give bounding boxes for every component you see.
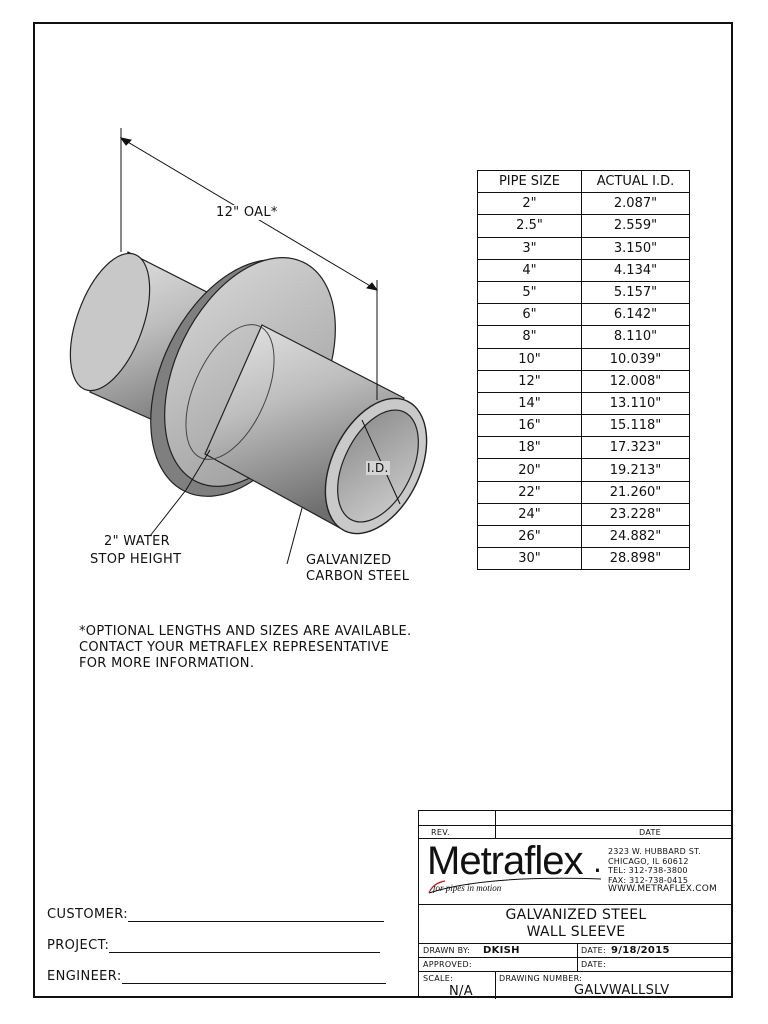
pipe-size-cell: 8" [478,326,582,348]
table-row [478,392,690,414]
address-line-2: CHICAGO, IL 60612 [608,856,689,866]
water-stop-label-line1: 2" WATER [104,534,170,549]
actual-id-cell: 24.882" [582,526,690,548]
actual-id-cell: 8.110" [582,326,690,348]
table-row [478,526,690,548]
pipe-size-cell: 10" [478,348,582,370]
table-row [478,481,690,503]
engineer-field[interactable] [47,969,386,984]
oal-label: 12" OAL* [216,205,278,220]
column-header-pipe-size: PIPE SIZE [478,171,582,193]
optional-sizes-note [79,624,411,672]
actual-id-cell: 19.213" [582,459,690,481]
material-label-line1: GALVANIZED [306,553,392,568]
id-label: I.D. [367,461,389,475]
customer-field[interactable] [47,907,384,922]
actual-id-cell: 10.039" [582,348,690,370]
table-row [478,503,690,525]
rev-label: REV. [431,828,450,837]
approved-date-label: DATE: [581,960,607,969]
logo-wordmark: Metraflex [427,839,583,883]
engineer-line[interactable] [122,969,386,984]
actual-id-cell: 23.228" [582,503,690,525]
table-row [478,215,690,237]
pipe-size-cell: 12" [478,370,582,392]
table-row [478,304,690,326]
approved-label: APPROVED: [423,960,472,969]
address-line-3: TEL: 312-738-3800 [608,866,688,875]
project-field[interactable] [47,938,380,953]
logo-tagline: for pipes in motion [433,883,502,893]
pipe-size-cell: 16" [478,415,582,437]
pipe-size-table [477,170,690,570]
table-row [478,459,690,481]
note-line-3: FOR MORE INFORMATION. [79,656,255,671]
actual-id-cell: 28.898" [582,548,690,570]
note-line-1: *OPTIONAL LENGTHS AND SIZES ARE AVAILABLE. [79,624,412,639]
drawing-title-line2: WALL SLEEVE [526,924,626,940]
pipe-size-cell: 18" [478,437,582,459]
company-address [608,847,717,895]
drawn-date-label: DATE: [581,946,607,955]
logo-swoosh-icon [425,873,605,897]
pipe-size-cell: 30" [478,548,582,570]
table-header-row [478,171,690,193]
table-row [478,348,690,370]
project-line[interactable] [109,938,380,953]
table-row [478,548,690,570]
logo-registered-dot: . [593,846,602,879]
material-label-line2: CARBON STEEL [306,569,410,584]
actual-id-cell: 3.150" [582,237,690,259]
actual-id-cell: 12.008" [582,370,690,392]
pipe-size-cell: 14" [478,392,582,414]
address-line-5: WWW.METRAFLEX.COM [608,884,717,894]
actual-id-cell: 21.260" [582,481,690,503]
pipe-size-cell: 24" [478,503,582,525]
table-row [478,237,690,259]
pipe-size-cell: 6" [478,304,582,326]
address-line-1: 2323 W. HUBBARD ST. [608,847,701,856]
actual-id-cell: 6.142" [582,304,690,326]
table-row [478,415,690,437]
actual-id-cell: 2.087" [582,193,690,215]
column-header-actual-id: ACTUAL I.D. [582,171,690,193]
pipe-size-cell: 3" [478,237,582,259]
pipe-size-cell: 2" [478,193,582,215]
pipe-size-cell: 4" [478,259,582,281]
actual-id-cell: 5.157" [582,281,690,303]
note-line-2: CONTACT YOUR METRAFLEX REPRESENTATIVE [79,640,389,655]
title-block [418,810,733,998]
customer-line[interactable] [128,907,384,922]
project-label: PROJECT: [47,938,110,953]
drawn-by-label: DRAWN BY: [423,946,471,955]
drawn-by-value: DKISH [483,945,520,956]
actual-id-cell: 4.134" [582,259,690,281]
pipe-size-cell: 22" [478,481,582,503]
engineer-label: ENGINEER: [47,969,122,984]
actual-id-cell: 13.110" [582,392,690,414]
actual-id-cell: 15.118" [582,415,690,437]
scale-value: N/A [449,984,473,999]
pipe-size-cell: 2.5" [478,215,582,237]
drawing-number-value: GALVWALLSLV [574,983,670,998]
rev-date-label: DATE [639,828,662,837]
pipe-size-cell: 20" [478,459,582,481]
drawing-number-label: DRAWING NUMBER: [499,974,583,983]
water-stop-label-line2: STOP HEIGHT [90,552,182,567]
pipe-size-cell: 26" [478,526,582,548]
scale-label: SCALE: [423,974,454,983]
table-row [478,437,690,459]
drawing-title-line1: GALVANIZED STEEL [505,907,647,923]
address-line-4: FAX: 312-738-0415 [608,875,689,885]
table-row [478,193,690,215]
customer-label: CUSTOMER: [47,907,129,922]
table-row [478,326,690,348]
actual-id-cell: 2.559" [582,215,690,237]
table-row [478,259,690,281]
table-row [478,281,690,303]
table-row [478,370,690,392]
drawn-date-value: 9/18/2015 [611,945,670,956]
pipe-size-cell: 5" [478,281,582,303]
actual-id-cell: 17.323" [582,437,690,459]
